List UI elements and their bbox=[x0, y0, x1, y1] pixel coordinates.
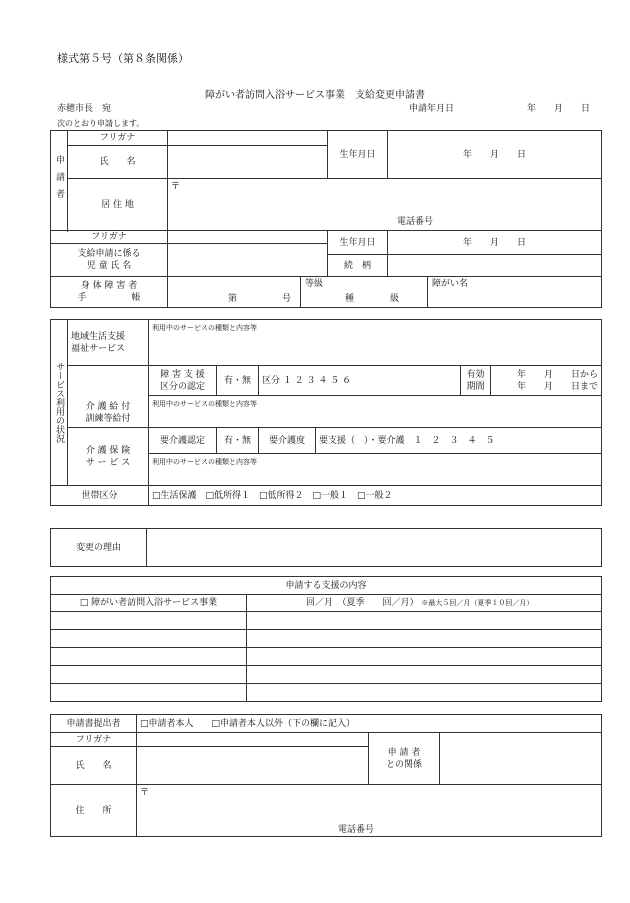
valid-period-value[interactable]: 年 月 日から 年 月 日まで bbox=[491, 366, 602, 396]
applicant-name-label: 氏 名 bbox=[68, 146, 168, 179]
submitter-table bbox=[50, 714, 602, 837]
submitter-label: 申請書提出者 bbox=[51, 715, 137, 733]
submitter-relation-label: 申 請 者 との関係 bbox=[369, 733, 440, 785]
valid-period-label: 有効 期間 bbox=[461, 366, 491, 396]
services-table bbox=[50, 319, 602, 506]
form-title: 障がい者訪問入浴サービス事業 支給変更申請書 bbox=[205, 90, 425, 101]
applicant-dob-value[interactable]: 年 月 日 bbox=[388, 131, 602, 179]
submitter-postal-mark: 〒 bbox=[140, 788, 150, 798]
frequency-text: 回／月 （夏季 回／月） bbox=[306, 598, 419, 608]
request-header: 申請する支援の内容 bbox=[51, 577, 602, 595]
child-furigana-field[interactable] bbox=[168, 231, 328, 244]
application-date-label: 申請年月日 bbox=[409, 104, 455, 114]
applicant-furigana-label: フリガナ bbox=[68, 131, 168, 146]
in-use-note: 利用中のサービスの種類と内容等 bbox=[152, 324, 257, 332]
in-use-note-3: 利用中のサービスの種類と内容等 bbox=[152, 458, 257, 466]
request-row-detail[interactable] bbox=[247, 666, 602, 684]
community-service-field[interactable] bbox=[149, 320, 602, 366]
disability-row bbox=[168, 277, 602, 308]
request-row-detail[interactable] bbox=[247, 630, 602, 648]
frequency-note: ※最大５回／月（夏季１０回／月） bbox=[421, 599, 534, 607]
child-name-label: 支給申請に係る 児 童 氏 名 bbox=[51, 244, 168, 277]
support-cert-label: 障 害 支 援 区分の認定 bbox=[149, 366, 217, 396]
reason-field[interactable] bbox=[147, 529, 602, 567]
intro-text: 次のとおり申請します。 bbox=[57, 119, 145, 128]
disability-book-label: 身 体 障 害 者 手 帳 bbox=[51, 277, 168, 308]
submitter-furigana-field[interactable] bbox=[137, 733, 369, 747]
child-name-field[interactable] bbox=[168, 244, 328, 277]
applicant-dob-label: 生年月日 bbox=[328, 131, 388, 179]
reason-table bbox=[50, 528, 602, 567]
disability-name-label: 障がい名 bbox=[432, 279, 469, 289]
disability-name-field[interactable] bbox=[428, 277, 601, 307]
disability-number-text: 第 号 bbox=[228, 294, 292, 304]
care-benefit-label: 介 護 給 付 訓練等給付 bbox=[68, 366, 149, 428]
submitter-address-label: 住 所 bbox=[51, 785, 137, 837]
care-benefit-field[interactable] bbox=[149, 396, 602, 428]
applicant-address-field[interactable] bbox=[168, 179, 602, 231]
applicant-furigana-field[interactable] bbox=[168, 131, 328, 146]
child-furigana-label: フリガナ bbox=[51, 231, 168, 244]
care-cert-yesno[interactable]: 有・無 bbox=[217, 428, 259, 454]
child-relation-field[interactable] bbox=[388, 255, 602, 277]
request-row-service[interactable] bbox=[51, 666, 247, 684]
submitter-options[interactable]: □申請者本人 □申請者本人以外（下の欄に記入） bbox=[137, 715, 602, 733]
applicant-address-label: 居 住 地 bbox=[68, 179, 168, 231]
child-dob-value[interactable]: 年 月 日 bbox=[388, 231, 602, 255]
submitter-name-field[interactable] bbox=[137, 747, 369, 785]
services-section-label: サービス利用の状況 bbox=[51, 320, 68, 486]
submitter-phone-label: 電話番号 bbox=[338, 825, 375, 835]
application-date-value: 年 月 日 bbox=[527, 104, 591, 114]
request-table bbox=[50, 576, 602, 702]
submitter-relation-field[interactable] bbox=[440, 733, 602, 785]
household-label: 世帯区分 bbox=[51, 486, 149, 506]
request-row-service[interactable] bbox=[51, 684, 247, 702]
submitter-furigana-label: フリガナ bbox=[51, 733, 137, 747]
request-row-service[interactable] bbox=[51, 612, 247, 630]
household-options[interactable]: □生活保護 □低所得１ □低所得２ □一般１ □一般２ bbox=[149, 486, 602, 506]
postal-mark: 〒 bbox=[171, 182, 181, 192]
reason-label: 変更の理由 bbox=[51, 529, 147, 567]
community-service-label: 地域生活支援 福祉サービス bbox=[68, 320, 149, 366]
request-row-detail[interactable] bbox=[247, 612, 602, 630]
care-level-label: 要介護度 bbox=[259, 428, 316, 454]
care-cert-label: 要介護認定 bbox=[149, 428, 217, 454]
submitter-name-label: 氏 名 bbox=[51, 747, 137, 785]
applicant-section-label: 申請者 bbox=[51, 131, 68, 231]
request-frequency[interactable] bbox=[247, 595, 602, 612]
disability-grade-field[interactable] bbox=[301, 277, 428, 307]
applicant-name-field[interactable] bbox=[168, 146, 328, 179]
care-level-value[interactable]: 要支援（ ）・要介護 １ ２ ３ ４ ５ bbox=[316, 428, 602, 454]
applicant-phone-label: 電話番号 bbox=[397, 217, 434, 227]
care-insurance-field[interactable] bbox=[149, 454, 602, 486]
child-dob-label: 生年月日 bbox=[328, 231, 388, 255]
support-cert-yesno[interactable]: 有・無 bbox=[217, 366, 259, 396]
care-insurance-label: 介 護 保 険 サ ー ビ ス bbox=[68, 428, 149, 486]
support-category[interactable]: 区分 １ ２ ３ ４ ５ ６ bbox=[259, 366, 461, 396]
request-row-service[interactable] bbox=[51, 648, 247, 666]
request-row-service[interactable] bbox=[51, 630, 247, 648]
grade-label: 等級 bbox=[305, 279, 324, 289]
applicant-table bbox=[50, 130, 602, 308]
request-row-detail[interactable] bbox=[247, 648, 602, 666]
disability-number-field[interactable] bbox=[168, 277, 301, 307]
in-use-note-2: 利用中のサービスの種類と内容等 bbox=[152, 400, 257, 408]
child-relation-label: 続 柄 bbox=[328, 255, 388, 277]
grade-value: 種 級 bbox=[345, 294, 400, 304]
addressee: 赤穂市長 宛 bbox=[57, 104, 112, 114]
request-row-detail[interactable] bbox=[247, 684, 602, 702]
request-service[interactable]: □ 障がい者訪問入浴サービス事業 bbox=[51, 595, 247, 612]
form-number: 様式第５号（第８条関係） bbox=[57, 52, 189, 65]
